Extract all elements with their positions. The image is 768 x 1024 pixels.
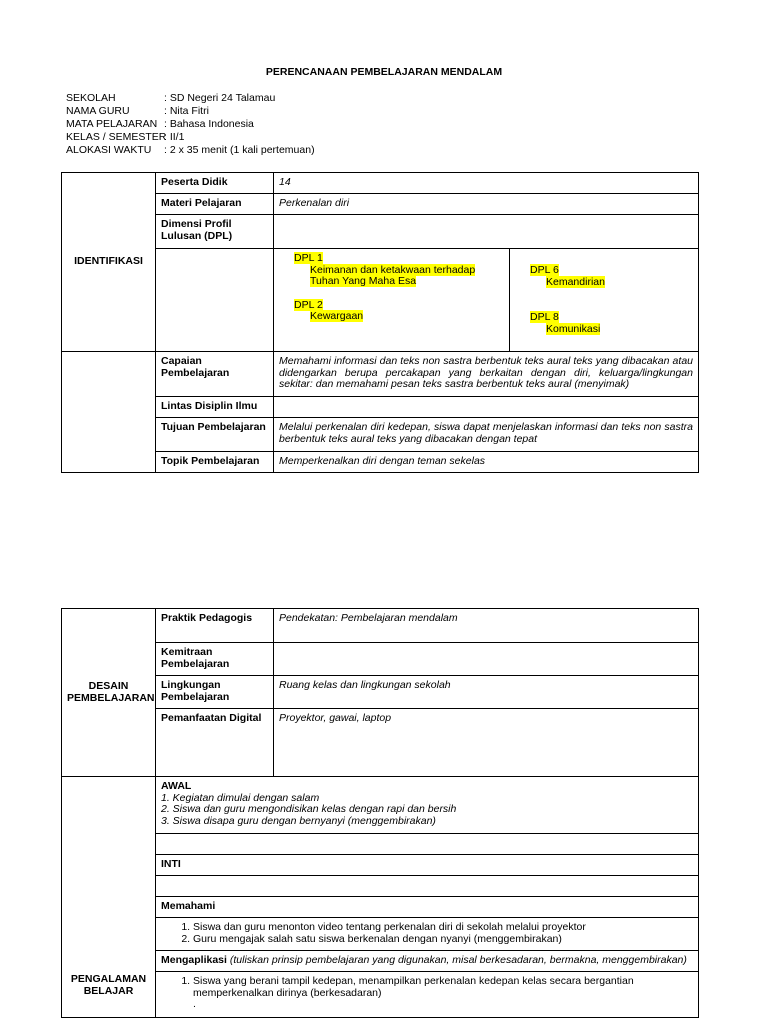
info-value: : Bahasa Indonesia	[164, 118, 254, 130]
memahami-item: 1. Siswa dan guru menonton video tentang perkenalan diri di sekolah melalui proyektor	[193, 922, 693, 934]
dpl-6	[530, 265, 692, 288]
dpl-8	[530, 312, 692, 335]
info-value: : SD Negeri 24 Talamau	[164, 92, 276, 104]
empty-row	[156, 876, 699, 897]
dpl-6-desc: Kemandirian	[546, 275, 605, 288]
label-peserta-didik: Peserta Didik	[156, 173, 274, 194]
dpl-2-title: DPL 2	[294, 298, 323, 311]
label-topik: Topik Pembelajaran	[156, 452, 274, 473]
label-tujuan: Tujuan Pembelajaran	[156, 418, 274, 452]
info-row-sekolah	[66, 92, 315, 105]
value-dimensi-profil	[274, 215, 699, 249]
value-topik: Memperkenalkan diri dengan teman sekelas	[274, 452, 699, 473]
info-value: : Nita Fitri	[164, 105, 209, 117]
memahami-item: 2. Guru mengajak salah satu siswa berkenalan dengan nyanyi (menggembirakan)	[193, 934, 693, 946]
value-materi-pelajaran: Perkenalan diri	[274, 194, 699, 215]
info-key: MATA PELAJARAN	[66, 118, 158, 130]
identifikasi-table	[61, 172, 699, 473]
label-memahami: Memahami	[156, 897, 699, 918]
dpl-1-desc: Keimanan dan ketakwaan terhadap Tuhan Yang Maha Esa	[310, 263, 476, 287]
label-lingkungan: Lingkungan Pembelajaran	[156, 676, 274, 709]
info-row-nama-guru	[66, 105, 315, 118]
info-value: : II/1	[164, 131, 185, 143]
dpl-spacer-cell	[156, 249, 274, 352]
section-desain: DESAIN PEMBELAJARAN	[62, 609, 156, 777]
mengaplikasi-list	[161, 976, 693, 999]
awal-item: 2. Siswa dan guru mengondisikan kelas dengan rapi dan bersih	[161, 803, 457, 815]
label-awal: AWAL	[161, 780, 192, 792]
info-key: ALOKASI WAKTU	[66, 144, 152, 156]
dpl-2	[294, 300, 503, 323]
dpl-column-left	[274, 249, 510, 351]
label-capaian: Capaian Pembelajaran	[156, 352, 274, 397]
dpl-list-cell	[274, 249, 699, 352]
mengaplikasi-block	[156, 972, 699, 1018]
label-pemanfaatan-digital: Pemanfaatan Digital	[156, 709, 274, 777]
awal-item: 3. Siswa disapa guru dengan bernyanyi (menggembirakan)	[161, 814, 436, 827]
label-mengaplikasi: Mengaplikasi	[161, 954, 227, 966]
dpl-6-title: DPL 6	[530, 264, 559, 276]
dpl-8-desc: Komunikasi	[546, 322, 601, 335]
label-inti: INTI	[156, 855, 699, 876]
desain-pengalaman-table	[61, 608, 699, 1018]
label-materi-pelajaran: Materi Pelajaran	[156, 194, 274, 215]
value-kemitraan	[274, 643, 699, 676]
dpl-8-title: DPL 8	[530, 311, 559, 323]
memahami-block	[156, 918, 699, 951]
info-key: KELAS / SEMESTER	[66, 131, 167, 143]
trailing-dot: .	[193, 998, 196, 1010]
value-tujuan: Melalui perkenalan diri kedepan, siswa dapat menjelaskan informasi dan teks non sastra berbentuk teks aural teks yang dibacakan dengan tepat	[274, 418, 699, 452]
awal-list	[161, 793, 693, 828]
mengaplikasi-header	[156, 951, 699, 972]
info-row-alokasi	[66, 144, 315, 157]
label-lintas-disiplin: Lintas Disiplin Ilmu	[156, 397, 274, 418]
value-lingkungan: Ruang kelas dan lingkungan sekolah	[274, 676, 699, 709]
mengaplikasi-item: 1. Siswa yang berani tampil kedepan, menampilkan perkenalan kedepan kelas secara bergantian memperkenalkan dirinya (berkesadaran)	[193, 976, 693, 999]
empty-section-cell	[62, 352, 156, 473]
value-lintas-disiplin	[274, 397, 699, 418]
info-row-kelas	[66, 131, 315, 144]
awal-item: 1. Kegiatan dimulai dengan salam	[161, 791, 320, 804]
document-info	[66, 92, 315, 157]
label-praktik-pedagogis: Praktik Pedagogis	[156, 609, 274, 643]
awal-block	[156, 777, 699, 834]
info-value: : 2 x 35 menit (1 kali pertemuan)	[164, 144, 315, 156]
dpl-1	[294, 253, 503, 288]
memahami-list	[161, 922, 693, 945]
value-pemanfaatan-digital: Proyektor, gawai, laptop	[274, 709, 699, 777]
value-peserta-didik: 14	[274, 173, 699, 194]
page-title: PERENCANAAN PEMBELAJARAN MENDALAM	[265, 66, 503, 78]
info-key: NAMA GURU	[66, 105, 130, 117]
value-praktik-pedagogis: Pendekatan: Pembelajaran mendalam	[274, 609, 699, 643]
section-identifikasi: IDENTIFIKASI	[62, 173, 156, 352]
empty-row	[156, 834, 699, 855]
dpl-2-desc: Kewargaan	[310, 310, 364, 322]
label-kemitraan: Kemitraan Pembelajaran	[156, 643, 274, 676]
section-pengalaman: PENGALAMAN BELAJAR	[62, 777, 156, 1018]
value-capaian: Memahami informasi dan teks non sastra berbentuk teks aural teks yang dibacakan atau didengarkan berupa percakapan yang berkaitan dengan diri, keluarga/lingkungan sekitar: dan memahami pesan teks sastra berbentuk teks aural (menyimak)	[274, 352, 699, 397]
info-row-mata-pelajaran	[66, 118, 315, 131]
mengaplikasi-note: (tuliskan prinsip pembelajaran yang digunakan, misal berkesadaran, bermakna, menggembirakan)	[229, 954, 687, 966]
info-key: SEKOLAH	[66, 92, 116, 104]
label-dimensi-profil: Dimensi Profil Lulusan (DPL)	[156, 215, 274, 249]
dpl-column-right	[510, 249, 698, 351]
dpl-1-title: DPL 1	[294, 252, 323, 264]
